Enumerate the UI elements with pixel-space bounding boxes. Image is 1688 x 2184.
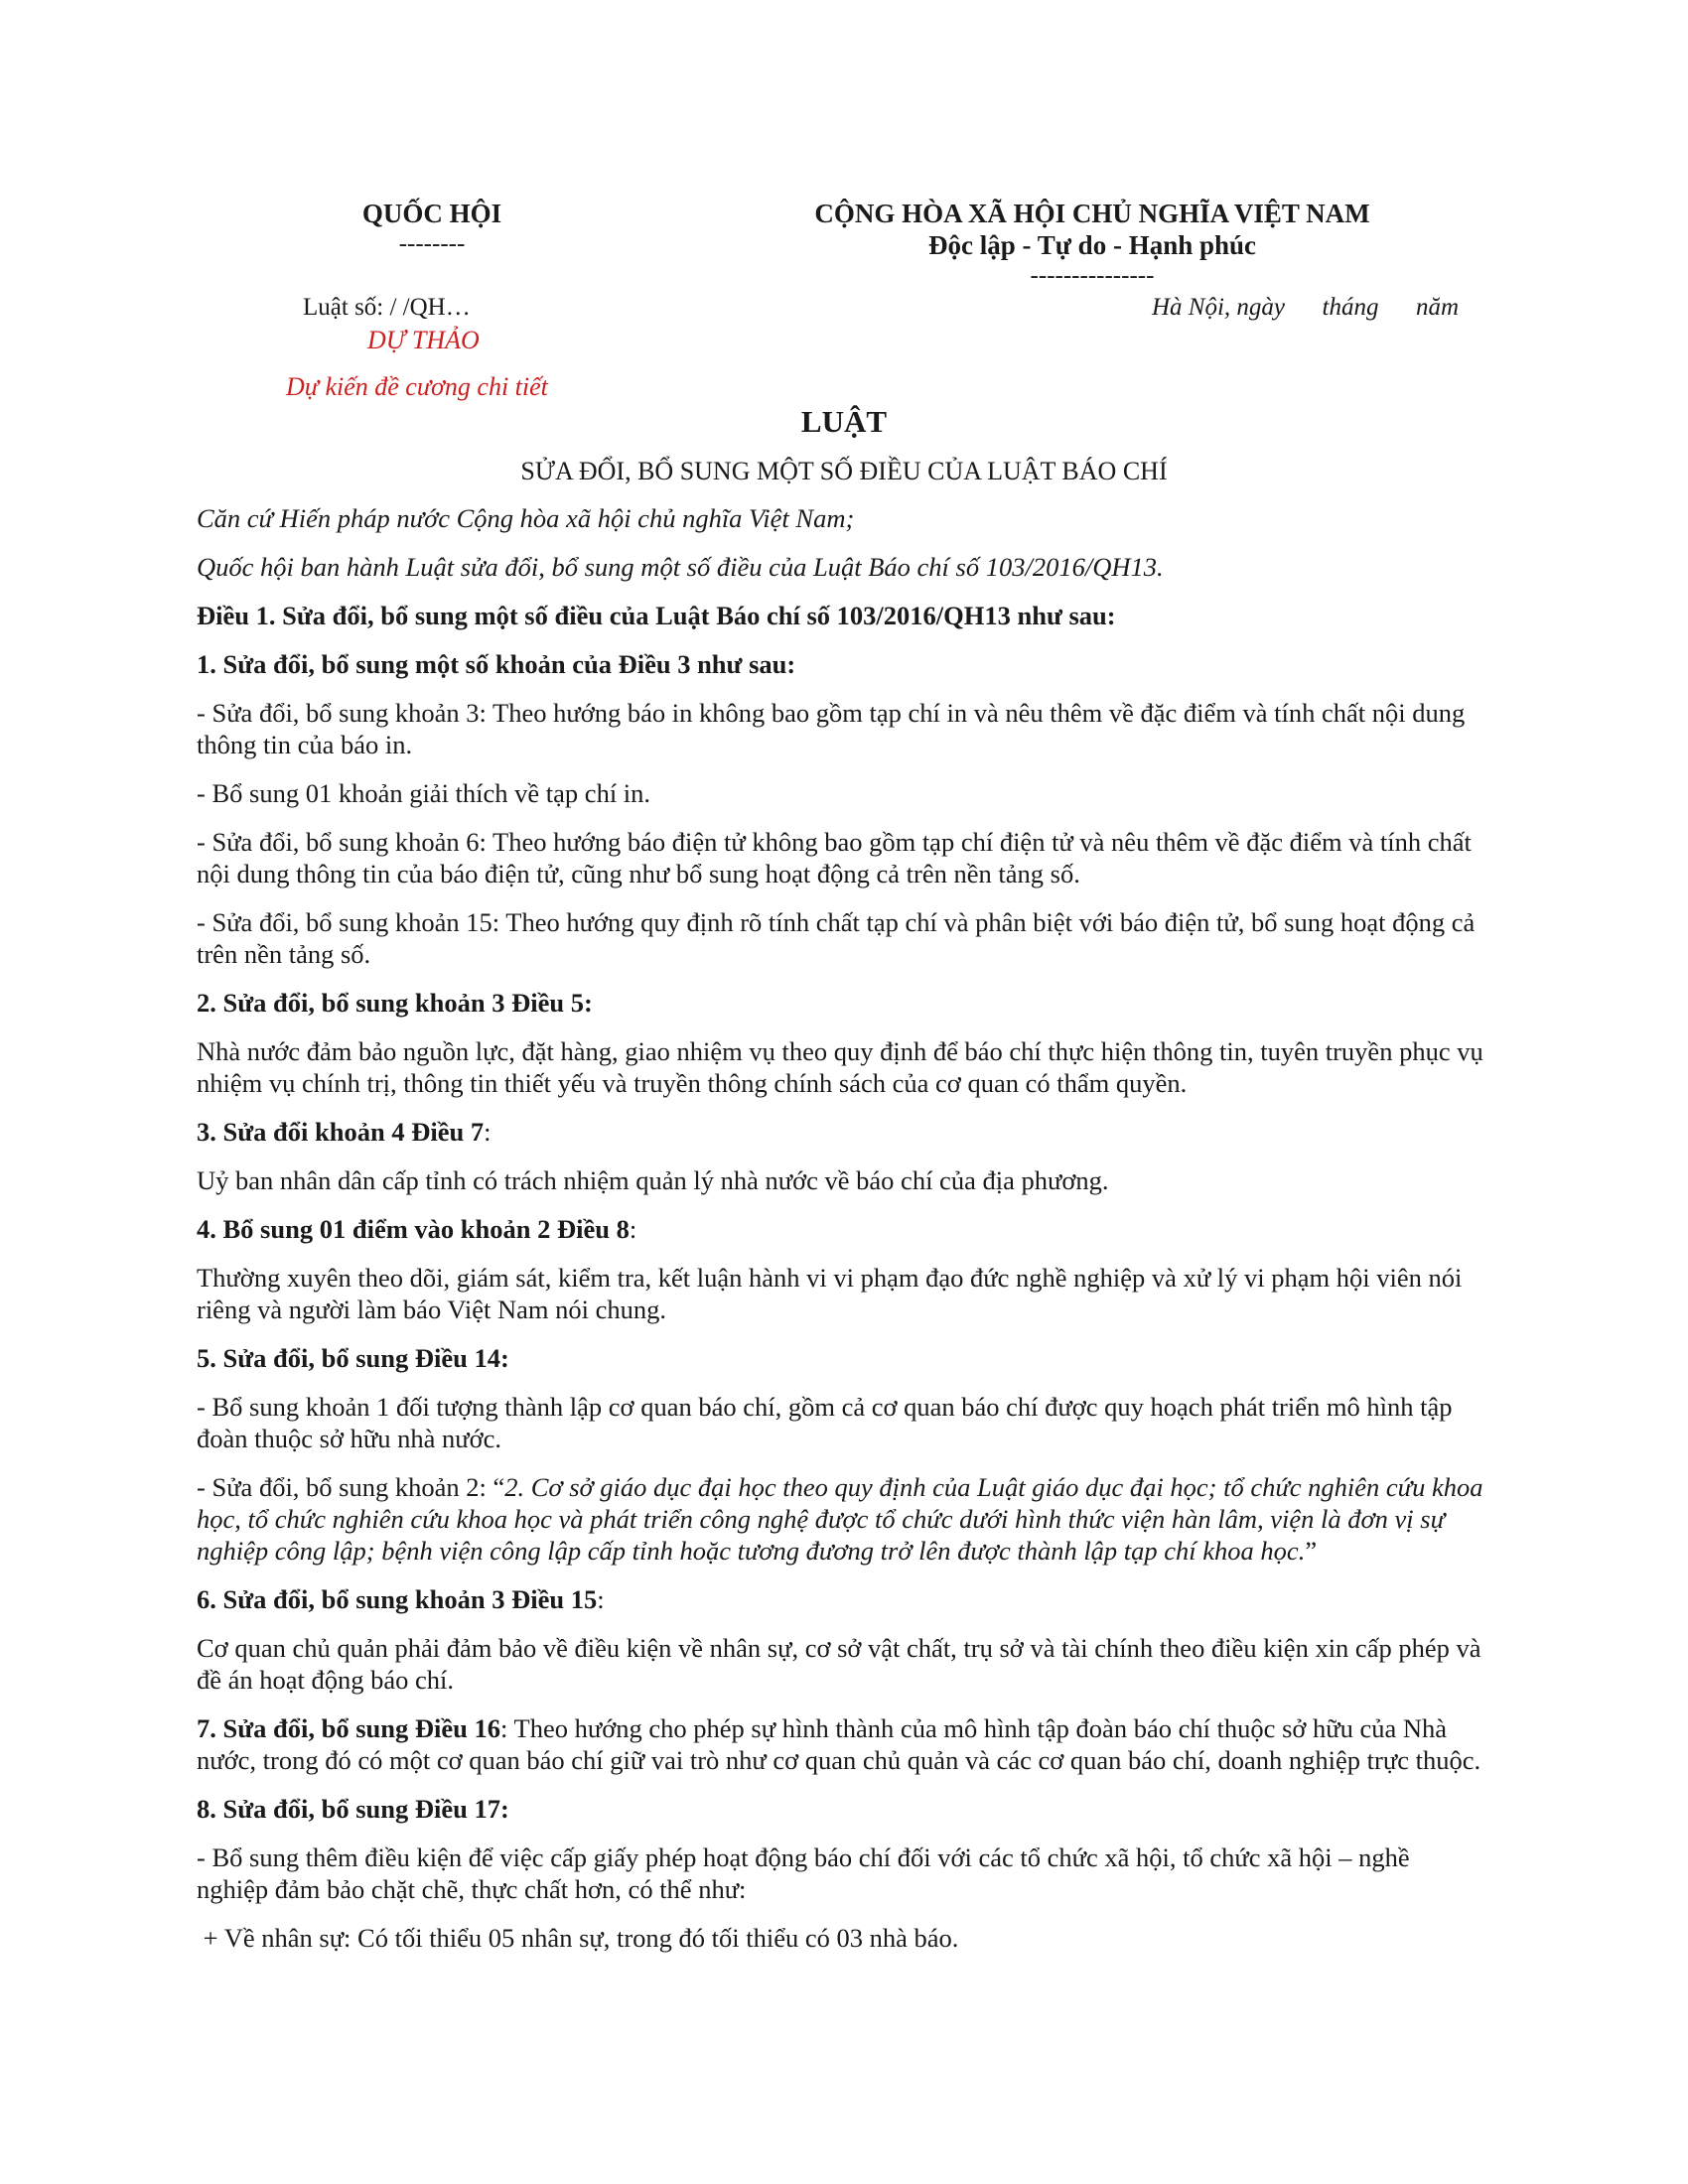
section-1-item-4: - Sửa đổi, bổ sung khoản 15: Theo hướng quy định rõ tính chất tạp chí và phân biệt với báo điện tử, bổ sung hoạt động cả trên nền tảng số. <box>197 907 1476 969</box>
law-number: Luật số: / /QH… <box>303 294 471 321</box>
section-1-item-2: - Bổ sung 01 khoản giải thích về tạp chí in. <box>197 778 651 808</box>
section-6-heading-line: 6. Sửa đổi, bổ sung khoản 3 Điều 15: <box>197 1584 605 1614</box>
section-5-item-1: - Bổ sung khoản 1 đối tượng thành lập cơ quan báo chí, gồm cả cơ quan báo chí được quy hoạch phát triển mô hình tập đoàn thuộc sở hữu nhà nước. <box>197 1392 1453 1453</box>
section-7-text: : Theo hướng cho phép sự hình thành của mô hình tập đoàn báo chí thuộc sở hữu của Nhà nước, trong đó có một cơ quan báo chí giữ vai trò như cơ quan chủ quản và các cơ quan báo chí, doanh nghiệp trực thuộc. <box>197 1713 1481 1775</box>
section-7-heading: 7. Sửa đổi, bổ sung Điều 16 <box>197 1713 501 1743</box>
section-4-heading: 4. Bổ sung 01 điểm vào khoản 2 Điều 8 <box>197 1214 630 1244</box>
preamble-enact: Quốc hội ban hành Luật sửa đổi, bổ sung một số điều của Luật Báo chí số 103/2016/QH13. <box>197 552 1164 582</box>
section-5-item-2-quote: 2. Cơ sở giáo dục đại học theo quy định của Luật giáo dục đại học; tổ chức nghiên cứu khoa học, tổ chức nghiên cứu khoa học và phát triển công nghệ được tổ chức dưới hình thức viện hàn lâm, viện là đơn vị sự nghiệp công lập; bệnh viện công lập cấp tỉnh hoặc tương đương trở lên được thành lập tạp chí khoa học. <box>197 1472 1483 1566</box>
section-6-heading: 6. Sửa đổi, bổ sung khoản 3 Điều 15 <box>197 1584 598 1614</box>
section-2-heading: 2. Sửa đổi, bổ sung khoản 3 Điều 5: <box>197 988 593 1018</box>
section-8-item-2: + Về nhân sự: Có tối thiểu 05 nhân sự, trong đó tối thiểu có 03 nhà báo. <box>197 1923 959 1953</box>
section-5-item-2-close: ” <box>1305 1536 1318 1566</box>
right-separator: --------------- <box>1030 262 1155 289</box>
draft-label: DỰ THẢO <box>367 326 480 354</box>
section-4-text: Thường xuyên theo dõi, giám sát, kiểm tra, kết luận hành vi vi phạm đạo đức nghề nghiệp và xử lý vi phạm hội viên nói riêng và người làm báo Việt Nam nói chung. <box>197 1263 1463 1324</box>
section-8-item-1: - Bổ sung thêm điều kiện để việc cấp giấy phép hoạt động báo chí đối với các tổ chức xã hội, tổ chức xã hội – nghề nghiệp đảm bảo chặt chẽ, thực chất hơn, có thể như: <box>197 1843 1410 1904</box>
section-5-heading: 5. Sửa đổi, bổ sung Điều 14: <box>197 1343 509 1373</box>
preamble-basis: Căn cứ Hiến pháp nước Cộng hòa xã hội chủ nghĩa Việt Nam; <box>197 503 855 533</box>
document-body <box>197 502 1487 1971</box>
section-6-text: Cơ quan chủ quản phải đảm bảo về điều kiện về nhân sự, cơ sở vật chất, trụ sở và tài chính theo điều kiện xin cấp phép và đề án hoạt động báo chí. <box>197 1633 1481 1695</box>
law-title: LUẬT <box>800 404 888 439</box>
section-8-heading: 8. Sửa đổi, bổ sung Điều 17: <box>197 1794 509 1824</box>
national-motto: Độc lập - Tự do - Hạnh phúc <box>927 230 1257 260</box>
section-5-item-2 <box>197 1471 1487 1567</box>
section-4-heading-line: 4. Bổ sung 01 điểm vào khoản 2 Điều 8: <box>197 1214 637 1244</box>
section-3-heading-line: 3. Sửa đổi khoản 4 Điều 7: <box>197 1117 492 1147</box>
country-name: CỘNG HÒA XÃ HỘI CHỦ NGHĨA VIỆT NAM <box>814 199 1370 228</box>
law-subtitle: SỬA ĐỔI, BỔ SUNG MỘT SỐ ĐIỀU CỦA LUẬT BÁO CHÍ <box>520 457 1168 485</box>
section-1-heading: 1. Sửa đổi, bổ sung một số khoản của Điều 3 như sau: <box>197 649 796 679</box>
article-1-heading: Điều 1. Sửa đổi, bổ sung một số điều của Luật Báo chí số 103/2016/QH13 như sau: <box>197 601 1116 630</box>
section-1-item-3: - Sửa đổi, bổ sung khoản 6: Theo hướng báo điện tử không bao gồm tạp chí điện tử và nêu thêm về đặc điểm và tính chất nội dung thông tin của báo điện tử, cũng như bổ sung hoạt động cả trên nền tảng số. <box>197 827 1472 888</box>
section-1-item-1: - Sửa đổi, bổ sung khoản 3: Theo hướng báo in không bao gồm tạp chí in và nêu thêm về đặc điểm và tính chất nội dung thông tin của báo in. <box>197 698 1466 759</box>
section-5-item-2-lead: - Sửa đổi, bổ sung khoản 2: “ <box>197 1472 505 1502</box>
section-3-text: Uỷ ban nhân dân cấp tỉnh có trách nhiệm quản lý nhà nước về báo chí của địa phương. <box>197 1165 1109 1195</box>
place-date: Hà Nội, ngày tháng năm <box>1152 294 1460 321</box>
left-separator: -------- <box>398 230 466 257</box>
section-7 <box>197 1712 1487 1776</box>
issuing-authority: QUỐC HỘI <box>361 199 502 228</box>
outline-label: Dự kiến đề cương chi tiết <box>286 372 548 401</box>
section-3-heading: 3. Sửa đổi khoản 4 Điều 7 <box>197 1117 485 1147</box>
section-2-text: Nhà nước đảm bảo nguồn lực, đặt hàng, giao nhiệm vụ theo quy định để báo chí thực hiện thông tin, tuyên truyền phục vụ nhiệm vụ chính trị, thông tin thiết yếu và truyền thông chính sách của cơ quan có thẩm quyền. <box>197 1036 1483 1098</box>
